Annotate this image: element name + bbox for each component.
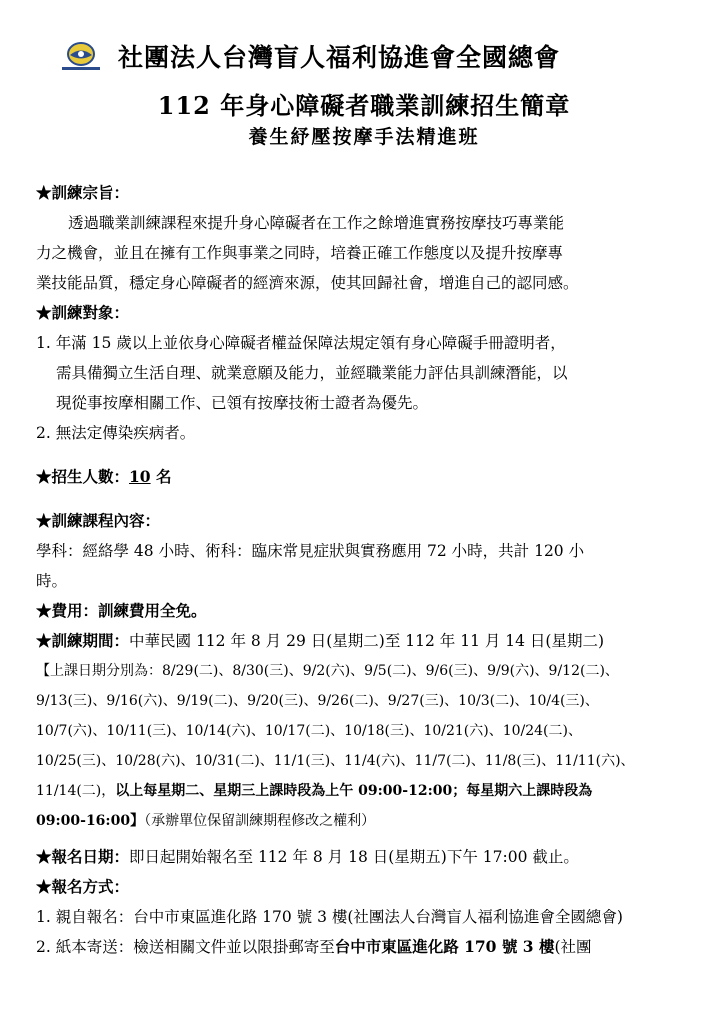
course-name: 養生紓壓按摩手法精進班	[248, 126, 480, 148]
course-line: 時。	[36, 572, 68, 590]
enrollment-number: 10	[129, 467, 151, 486]
document-body	[36, 178, 696, 962]
schedule-saturday-time: 09:00-16:00】	[36, 813, 145, 829]
document-header	[0, 0, 728, 150]
purpose-line: 力之機會，並且在擁有工作與事業之同時，培養正確工作態度以及提升按摩專	[36, 244, 564, 262]
signup-method-item-1: 1. 親自報名：台中市東區進化路 170 號 3 樓(社團法人台灣盲人福利協進會全國總會)	[36, 908, 623, 926]
schedule-line	[36, 776, 696, 806]
period-value: 中華民國 112 年 8 月 29 日(星期二)至 112 年 11 月 14 日(星期二)	[129, 632, 605, 650]
period-line	[36, 626, 696, 656]
signup-method-item-2-text: 2. 紙本寄送：檢送相關文件並以限掛郵寄至	[36, 938, 335, 956]
signup-method-item-2-tail: (社團	[554, 938, 592, 956]
signup-date-label: ★報名日期：	[36, 847, 130, 866]
organization-name: 社團法人台灣盲人福利協進會全國總會	[118, 43, 561, 72]
document-title: 112 年身心障礙者職業訓練招生簡章	[157, 91, 571, 120]
schedule-line: 10/25(三)、10/28(六)、10/31(二)、11/1(三)、11/4(六)、11/7(二)、11/8(三)、11/11(六)、	[36, 753, 635, 769]
purpose-line: 透過職業訓練課程來提升身心障礙者在工作之餘增進實務按摩技巧專業能	[68, 214, 565, 232]
schedule-line: 【上課日期分別為：8/29(二)、8/30(三)、9/2(六)、9/5(二)、9/6(三)、9/9(六)、9/12(二)、	[36, 663, 619, 679]
target-item-1-cont: 需具備獨立生活自理、就業意願及能力，並經職業能力評估具訓練潛能，以	[56, 364, 568, 382]
enrollment-unit: 名	[150, 467, 172, 486]
course-line: 學科：經絡學 48 小時、術科：臨床常見症狀與實務應用 72 小時，共計 120 小	[36, 542, 585, 560]
target-heading: ★訓練對象：	[36, 303, 130, 322]
schedule-time-note: 以上每星期二、星期三上課時段為上午 09:00-12:00；每星期六上課時段為	[115, 783, 593, 799]
schedule-line: 10/7(六)、10/11(三)、10/14(六)、10/17(二)、10/18(三)、10/21(六)、10/24(二)、	[36, 723, 582, 739]
signup-method-item-2	[36, 932, 696, 962]
target-item-2: 2. 無法定傳染疾病者。	[36, 424, 196, 442]
association-logo-icon	[58, 38, 104, 72]
purpose-line: 業技能品質，穩定身心障礙者的經濟來源，使其回歸社會，增進自己的認同感。	[36, 274, 579, 292]
signup-date-line	[36, 842, 696, 872]
course-heading: ★訓練課程內容：	[36, 511, 161, 530]
fee-label: ★費用：	[36, 601, 99, 620]
enrollment-label: ★招生人數：	[36, 467, 130, 486]
target-item-1: 1. 年滿 15 歲以上並依身心障礙者權益保障法規定領有身心障礙手冊證明者，	[36, 334, 566, 352]
purpose-heading: ★訓練宗旨：	[36, 183, 130, 202]
fee-line	[36, 596, 696, 626]
enrollment-count	[36, 462, 696, 492]
schedule-line	[36, 806, 696, 836]
fee-value: 訓練費用全免。	[98, 601, 207, 620]
signup-method-heading: ★報名方式：	[36, 877, 130, 896]
schedule-last-date: 11/14(二)，	[36, 783, 116, 799]
signup-method-address: 台中市東區進化路 170 號 3 樓	[334, 937, 555, 956]
schedule-disclaimer: （承辦單位保留訓練期程修改之權利）	[144, 813, 376, 829]
target-item-1-cont: 現從事按摩相關工作、已領有按摩技術士證者為優先。	[56, 394, 429, 412]
period-label: ★訓練期間：	[36, 631, 130, 650]
schedule-line: 9/13(三)、9/16(六)、9/19(二)、9/20(三)、9/26(二)、9/27(三)、10/3(二)、10/4(三)、	[36, 693, 599, 709]
signup-date-value: 即日起開始報名至 112 年 8 月 18 日(星期五)下午 17:00 截止。	[129, 848, 579, 866]
